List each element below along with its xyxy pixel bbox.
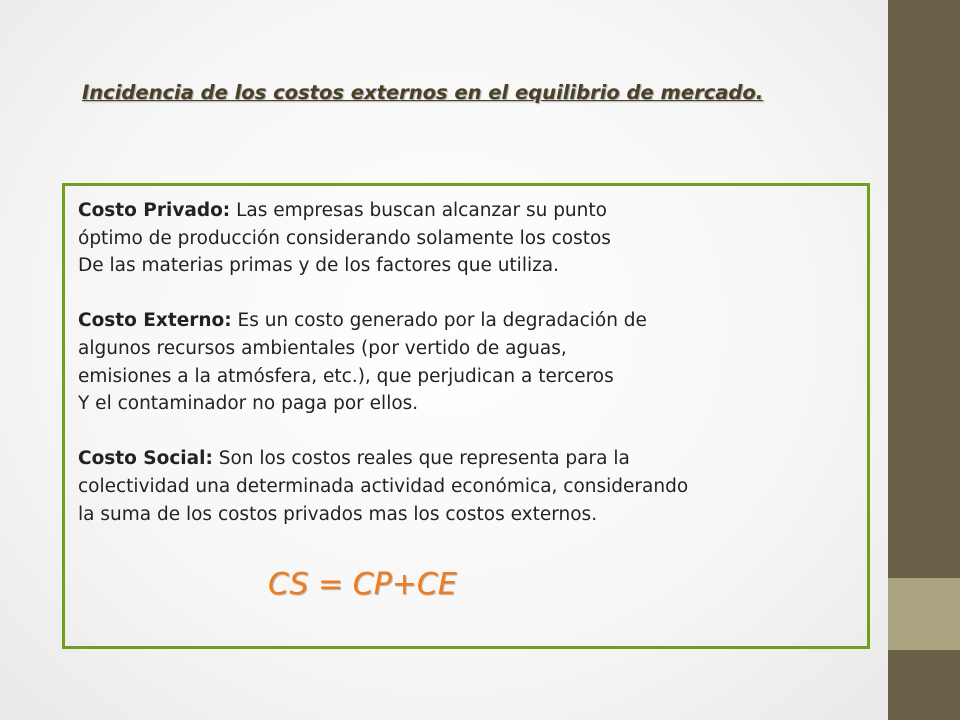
definition-costo-social [78,445,868,528]
definition-term: Costo Social: [78,448,213,470]
definitions-list [78,197,868,556]
side-decoration-bar-accent [888,578,960,650]
definition-costo-privado [78,197,868,280]
side-decoration-bar-bottom [888,650,960,720]
cost-formula: CS = CP+CE [268,567,457,602]
slide-title: Incidencia de los costos externos en el equilibrio de mercado. [82,81,764,104]
definition-costo-externo [78,307,868,417]
definition-text: Las empresas buscan alcanzar su punto óptimo de producción considerando solamente los costos De las materias primas y de los factores que utiliza. [78,200,611,277]
definition-term: Costo Privado: [78,200,231,221]
definition-text: Son los costos reales que representa para la colectividad una determinada actividad económica, considerando la suma de los costos privados mas los costos externos. [78,448,689,525]
definition-text: Es un costo generado por la degradación de algunos recursos ambientales (por vertido de aguas, emisiones a la atmósfera, etc.), que perjudican a terceros Y el contaminador no paga por ellos. [78,310,647,415]
definition-term: Costo Externo: [78,310,232,332]
definitions-box [62,183,870,649]
